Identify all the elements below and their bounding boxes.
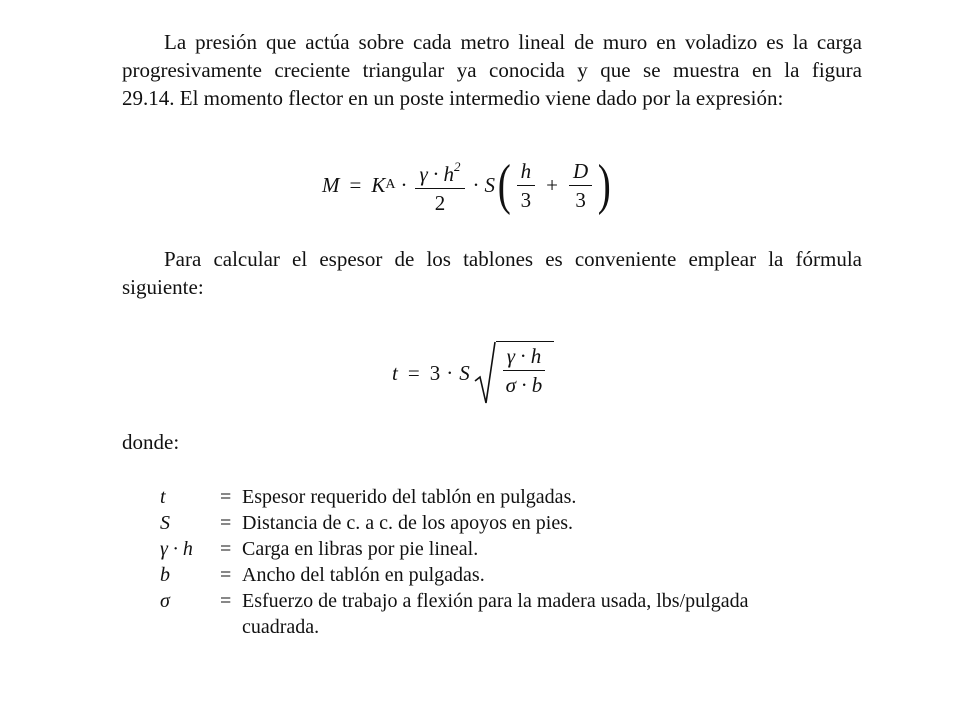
donde-label [122, 428, 862, 456]
eq-operator: + [546, 172, 559, 197]
eq-symbol: S [459, 360, 470, 385]
eq-number: 3 [429, 360, 441, 385]
eq-symbol: M [322, 172, 340, 197]
radical-sign-icon [474, 341, 496, 405]
paragraph-line: donde: [122, 430, 180, 454]
definition-equals: = [220, 486, 232, 508]
radicand [496, 341, 555, 405]
eq-numerator: γ · h [503, 344, 546, 371]
eq-operator: · [400, 172, 408, 197]
eq-fraction [517, 159, 536, 212]
definition-symbol: b [160, 564, 170, 586]
intro-paragraph [122, 28, 862, 112]
eq-open-paren: ( [497, 154, 511, 216]
definition-row [160, 562, 842, 588]
definition-text: cuadrada. [242, 616, 320, 638]
paragraph-line: siguiente: [122, 275, 204, 299]
definition-symbol: σ [160, 590, 170, 612]
eq-symbol: K [371, 172, 386, 197]
definition-row [160, 588, 842, 614]
eq-denominator: 2 [434, 191, 446, 215]
definition-text: Ancho del tablón en pulgadas. [242, 564, 485, 586]
definition-text: Espesor requerido del tablón en pulgadas. [242, 486, 577, 508]
paragraph-line: 29.14. El momento flector en un poste intermedio viene dado por la expresión: [122, 86, 784, 110]
definition-text: Esfuerzo de trabajo a flexión para la madera usada, lbs/pulgada [242, 590, 749, 612]
definition-text: Carga en libras por pie lineal. [242, 538, 479, 560]
definition-equals: = [220, 512, 232, 534]
eq-symbol: S [484, 172, 496, 197]
definitions-list [160, 484, 842, 640]
eq-fraction [415, 155, 464, 215]
eq-subscript: A [385, 177, 396, 192]
moment-equation [322, 150, 614, 220]
paragraph-line: Para calcular el espesor de los tablones es conveniente emplear la fórmula [164, 247, 862, 271]
formula-intro-paragraph [122, 245, 862, 301]
eq-term: γ · h [419, 162, 455, 186]
paragraph-line: progresivamente creciente triangular ya conocida y que se muestra en la figura [122, 58, 862, 82]
definition-equals: = [220, 564, 232, 586]
definition-symbol: t [160, 486, 166, 508]
definition-row [160, 536, 842, 562]
definition-row [160, 510, 842, 536]
eq-numerator: h [517, 159, 536, 186]
definition-row [160, 484, 842, 510]
paragraph-line: La presión que actúa sobre cada metro lineal de muro en voladizo es la carga [164, 30, 862, 54]
definition-row-continuation [160, 614, 842, 640]
definition-equals: = [220, 538, 232, 560]
eq-close-paren: ) [597, 154, 612, 216]
eq-fraction [569, 159, 592, 212]
eq-superscript: 2 [454, 159, 461, 174]
definition-text: Distancia de c. a c. de los apoyos en pies. [242, 512, 574, 534]
definition-symbol: γ · h [160, 538, 193, 560]
definition-equals: = [220, 590, 232, 612]
eq-numerator [415, 155, 464, 189]
eq-operator: = [349, 172, 362, 197]
eq-symbol: t [392, 360, 398, 385]
definition-symbol: S [160, 512, 170, 534]
eq-fraction [503, 344, 546, 397]
square-root [474, 341, 555, 405]
eq-operator: · [446, 360, 454, 385]
eq-denominator: 3 [575, 187, 586, 212]
eq-numerator: D [569, 159, 592, 186]
eq-denominator: σ · b [505, 373, 543, 397]
eq-operator: = [407, 360, 420, 385]
eq-operator: · [472, 172, 480, 197]
eq-denominator: 3 [520, 187, 532, 212]
thickness-equation [392, 338, 554, 408]
